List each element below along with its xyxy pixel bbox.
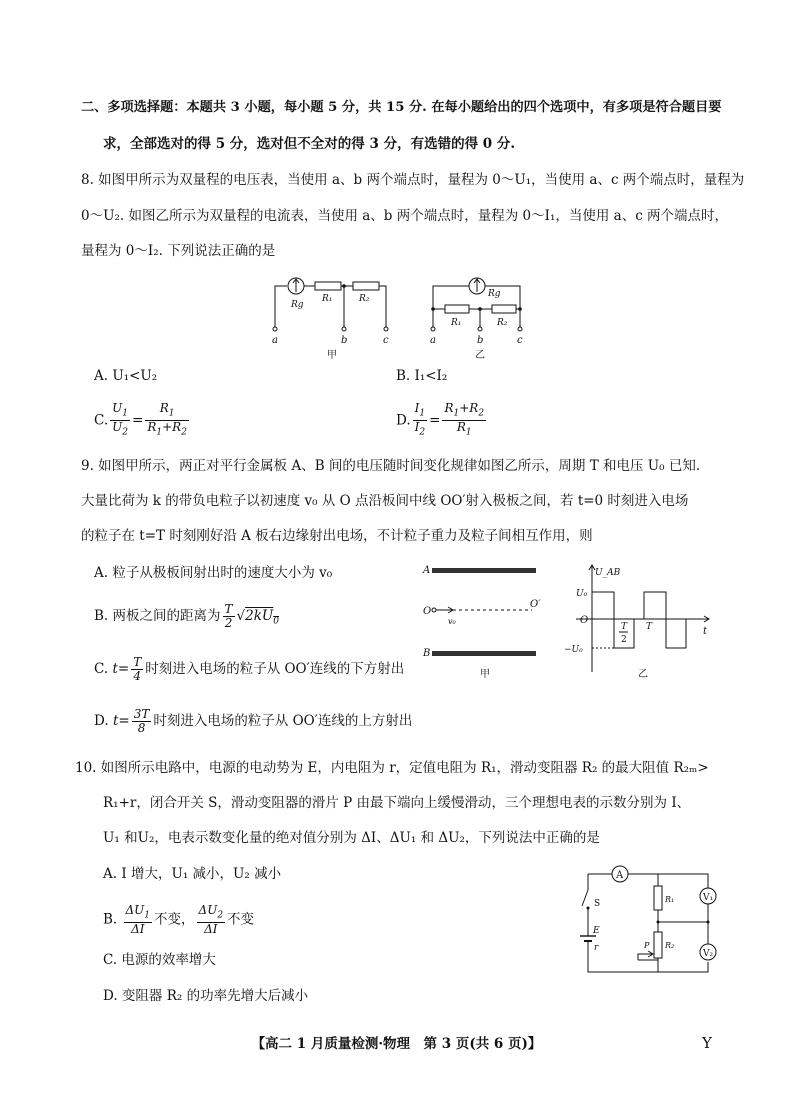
rg-label: Rg xyxy=(488,289,501,299)
section-header-line2: 求，全部选对的得 5 分，选对但不全对的得 3 分，有选错的得 0 分. xyxy=(103,136,516,152)
option-b-mid: 不变， xyxy=(154,911,195,928)
point-o-label: O xyxy=(423,606,432,617)
ammeter-label: A xyxy=(616,870,624,881)
r2-label: R₂ xyxy=(665,941,675,950)
q9-figure-voltage-graph xyxy=(562,562,717,680)
q8-figure-ammeter xyxy=(425,272,535,362)
u0-label: U₀ xyxy=(576,589,588,599)
figure-caption: 甲 xyxy=(480,669,490,680)
terminal-c-label: c xyxy=(517,335,523,346)
q10-option-d[interactable]: D. 变阻器 R₂ 的功率先增大后减小 xyxy=(103,988,309,1004)
option-b-text: B. 两板之间的距离为 xyxy=(94,608,221,624)
r1-label: R₁ xyxy=(665,895,675,904)
figure-caption: 甲 xyxy=(327,350,337,361)
section-header-line1: 二、多项选择题：本题共 3 小题，每小题 5 分，共 15 分. 在每小题给出的四个选项中，有多项是符合题目要 xyxy=(81,100,722,115)
terminal-b-label: b xyxy=(477,335,484,346)
r2-label: R₂ xyxy=(497,318,508,328)
origin-label: O xyxy=(580,615,589,626)
plate-a-label: A xyxy=(423,565,431,576)
terminal-b-label: b xyxy=(341,335,348,346)
q8-figure-voltmeter xyxy=(265,272,405,362)
emf-label: E xyxy=(593,926,600,936)
q10-option-a[interactable]: A. I 增大，U₁ 减小，U₂ 减小 xyxy=(103,866,282,882)
switch-label: S xyxy=(594,899,601,909)
voltmeter1-label: V₁ xyxy=(703,893,714,903)
q9-stem-line1: 9. 如图甲所示，两正对平行金属板 A、B 间的电压随时间变化规律如图乙所示，周期 T 和电压 U₀ 已知. xyxy=(81,458,701,474)
option-c-prefix: C. xyxy=(94,412,109,429)
rg-label: Rg xyxy=(291,300,304,310)
voltmeter2-label: V₂ xyxy=(703,949,714,959)
q8-option-d[interactable]: D. $\frac{I_1}{I_2}$ = $\frac{R_1+R_2}{R_1}$ xyxy=(396,401,485,438)
q10-stem-line3: U₁ 和U₂，电表示数变化量的绝对值分别为 ΔI、ΔU₁ 和 ΔU₂，下列说法中正确的是 xyxy=(103,830,600,846)
q10-option-b[interactable]: B. $\frac{\Delta U_1}{\Delta I}$ 不变， $\frac{\Delta U_2}{\Delta I}$ 不变 xyxy=(103,903,255,937)
figure-caption: 乙 xyxy=(475,350,485,361)
q8-option-a[interactable]: A. U₁<U₂ xyxy=(94,368,158,384)
r1-label: R₁ xyxy=(451,318,462,328)
q8-option-b[interactable]: B. I₁<I₂ xyxy=(396,368,448,384)
terminal-c-label: c xyxy=(383,335,389,346)
corner-mark: Y xyxy=(702,1034,712,1052)
uab-label: U_AB xyxy=(595,568,621,578)
q9-figure-plates xyxy=(420,562,540,680)
q10-circuit-figure xyxy=(578,860,718,985)
terminal-a-label: a xyxy=(430,335,436,346)
point-o-prime-label: O′ xyxy=(530,599,541,610)
t-axis-label: t xyxy=(703,626,708,637)
internal-resistance-label: r xyxy=(594,943,599,953)
r2-label: R₂ xyxy=(359,294,370,304)
q8-stem-line1: 8. 如图甲所示为双量程的电压表，当使用 a、b 两个端点时，量程为 0～U₁，当使用 a、c 两个端点时，量程为 xyxy=(81,172,745,188)
terminal-a-label: a xyxy=(272,335,278,346)
q10-stem-line2: R₁+r，闭合开关 S，滑动变阻器的滑片 P 由最下端向上缓慢滑动，三个理想电表的示数分别为 I、 xyxy=(103,795,691,811)
svg-text:2: 2 xyxy=(621,635,627,645)
r1-label: R₁ xyxy=(322,294,333,304)
q8-stem-line2: 0～U₂. 如图乙所示为双量程的电流表，当使用 a、b 两个端点时，量程为 0～I₁，当使用 a、c 两个端点时， xyxy=(81,208,729,224)
option-d-prefix: D. xyxy=(396,412,411,429)
svg-text:T: T xyxy=(621,622,628,632)
option-c-text: 时刻进入电场的粒子从 OO′连线的下方射出 xyxy=(145,661,405,677)
q9-option-d[interactable]: D. t= $\frac{3T}{8}$ 时刻进入电场的粒子从 OO′连线的上方射出 xyxy=(94,707,413,735)
figure-caption: 乙 xyxy=(638,669,648,680)
q9-option-c[interactable]: C. t= $\frac{T}{4}$ 时刻进入电场的粒子从 OO′连线的下方射出 xyxy=(94,655,405,683)
plate-b-label: B xyxy=(423,648,431,659)
q9-stem-line3: 的粒子在 t=T 时刻刚好沿 A 板右边缘射出电场，不计粒子重力及粒子间相互作用，则 xyxy=(81,528,593,544)
slider-p-label: P xyxy=(644,941,650,950)
q9-option-b[interactable]: B. 两板之间的距离为 $\frac{T}{2}$ $√2kU_0$ xyxy=(94,602,280,630)
q9-option-a[interactable]: A. 粒子从极板间射出时的速度大小为 v₀ xyxy=(94,565,333,581)
q10-option-c[interactable]: C. 电源的效率增大 xyxy=(103,952,216,968)
period-label: T xyxy=(646,622,653,632)
neg-u0-label: −U₀ xyxy=(564,645,583,655)
option-b-end: 不变 xyxy=(227,911,255,928)
v0-label: v₀ xyxy=(448,617,456,626)
q8-stem-line3: 量程为 0～I₂. 下列说法正确的是 xyxy=(81,243,276,259)
option-d-text: 时刻进入电场的粒子从 OO′连线的上方射出 xyxy=(153,713,413,729)
q8-option-c[interactable]: C. $\frac{U_1}{U_2}$ = $\frac{R_1}{R_1+R_2}$ xyxy=(94,401,187,438)
page-footer: 【高二 1 月质量检测·物理 第 3 页(共 6 页)】 xyxy=(251,1036,542,1052)
q10-stem-line1: 10. 如图所示电路中，电源的电动势为 E，内电阻为 r，定值电阻为 R₁，滑动变阻器 R₂ 的最大阻值 R₂ₘ> xyxy=(75,760,709,776)
q9-stem-line2: 大量比荷为 k 的带负电粒子以初速度 v₀ 从 O 点沿板间中线 OO′射入极板之间，若 t=0 时刻进入电场 xyxy=(81,493,689,509)
